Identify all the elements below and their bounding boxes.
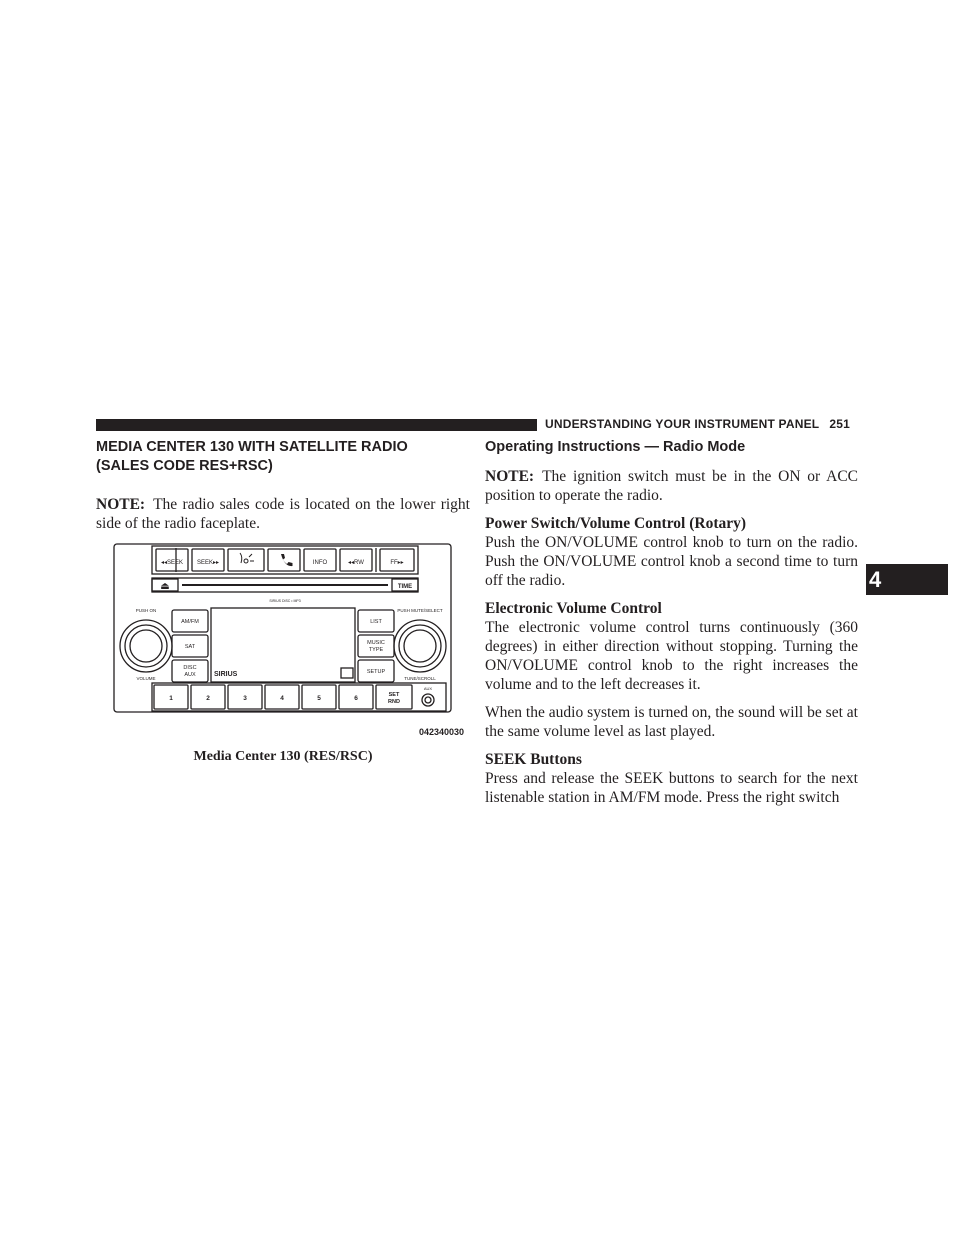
preset-4-label: 4 (280, 695, 284, 702)
eject-icon: ⏏ (160, 581, 170, 592)
sat-label: SAT (184, 644, 196, 650)
operating-instructions-title: Operating Instructions — Radio Mode (485, 439, 746, 455)
right-column (485, 438, 858, 807)
slot-label: SIRIUS DISC • MP3 (269, 599, 301, 603)
header-rule (96, 419, 537, 431)
preset-5-label: 5 (317, 695, 321, 702)
radio-figure (110, 542, 470, 740)
time-label: TIME (397, 584, 413, 590)
section-title-line1: MEDIA CENTER 130 WITH SATELLITE RADIO (96, 439, 408, 455)
phone-icon (281, 554, 293, 566)
figure-code: 042340030 (418, 727, 464, 737)
aux-label: AUX (184, 672, 196, 678)
disc-logo-mark (341, 668, 353, 678)
set-label: SET (388, 692, 400, 698)
volume-label: VOLUME (136, 676, 156, 681)
seek-buttons-body: Press and release the SEEK buttons to search for the next listenable station in AM/FM mode. Press the right switch (485, 770, 858, 806)
rewind-label: ◂◂RW (348, 560, 364, 566)
preset-1-label: 1 (169, 695, 173, 702)
header-title: UNDERSTANDING YOUR INSTRUMENT PANEL (545, 417, 820, 431)
type-label: TYPE (368, 647, 384, 653)
preset-6-label: 6 (354, 695, 358, 702)
power-switch-section (485, 514, 858, 590)
list-label: LIST (370, 619, 382, 625)
ignition-note (485, 467, 858, 505)
disc-label: DISC (183, 665, 197, 671)
running-header (545, 417, 859, 433)
right-tune-knob (394, 620, 446, 672)
seek-forward-label: SEEK▸▸ (196, 560, 220, 566)
left-volume-knob (120, 620, 172, 672)
preset-2-label: 2 (206, 695, 210, 702)
info-label: INFO (312, 560, 328, 566)
seek-back-label: ◂◂SEEK (160, 560, 184, 566)
fast-forward-label: FF▸▸ (390, 560, 404, 566)
power-switch-body: Push the ON/VOLUME control knob to turn on the radio. Push the ON/VOLUME control knob a second time to turn off the radio. (485, 534, 858, 589)
ignition-note-text: The ignition switch must be in the ON or ACC position to operate the radio. (485, 468, 858, 504)
chapter-tab: 4 (866, 564, 948, 595)
aux-jack-label: AUX (423, 686, 433, 691)
volume-control-heading: Electronic Volume Control (485, 600, 662, 617)
music-type-button (358, 635, 394, 657)
note-label: NOTE: (96, 496, 146, 513)
phone-button (268, 549, 300, 571)
radio-faceplate-illustration (110, 542, 470, 740)
volume-memory-body: When the audio system is turned on, the sound will be set at the same volume level as last played. (485, 704, 858, 740)
music-label: MUSIC (367, 640, 385, 646)
left-column (96, 438, 470, 533)
volume-control-body: The electronic volume control turns continuously (360 degrees) in either direction without stopping. Turning the ON/VOLUME control knob to the right increases the volume and to the left decreases it. (485, 619, 858, 693)
rnd-label: RND (388, 699, 400, 705)
section-title-line2: (SALES CODE RES+RSC) (96, 458, 273, 474)
voice-button (228, 549, 264, 571)
section-title (96, 438, 470, 476)
volume-control-section (485, 599, 858, 694)
disc-aux-button (172, 660, 208, 682)
aux-jack (422, 694, 434, 706)
sirius-logo: SIRIUS (214, 671, 238, 678)
setup-label: SETUP (366, 669, 386, 675)
push-on-label: PUSH ON (135, 608, 157, 613)
am-fm-label: AM/FM (181, 619, 199, 625)
power-switch-heading: Power Switch/Volume Control (Rotary) (485, 515, 747, 532)
page-number: 251 (829, 417, 850, 431)
figure-caption: Media Center 130 (RES/RSC) (193, 749, 373, 764)
seek-buttons-section (485, 750, 858, 807)
preset-3-label: 3 (243, 695, 247, 702)
push-mute-label: PUSH MUTE/SELECT (397, 608, 443, 613)
seek-buttons-heading: SEEK Buttons (485, 751, 582, 768)
note-text: The radio sales code is located on the lower right side of the radio faceplate. (96, 496, 470, 532)
voice-command-icon (240, 553, 254, 563)
tune-scroll-label: TUNE/SCROLL (404, 676, 436, 681)
note-paragraph (96, 495, 470, 533)
volume-memory-section (485, 703, 858, 741)
note-label-right: NOTE: (485, 468, 535, 485)
